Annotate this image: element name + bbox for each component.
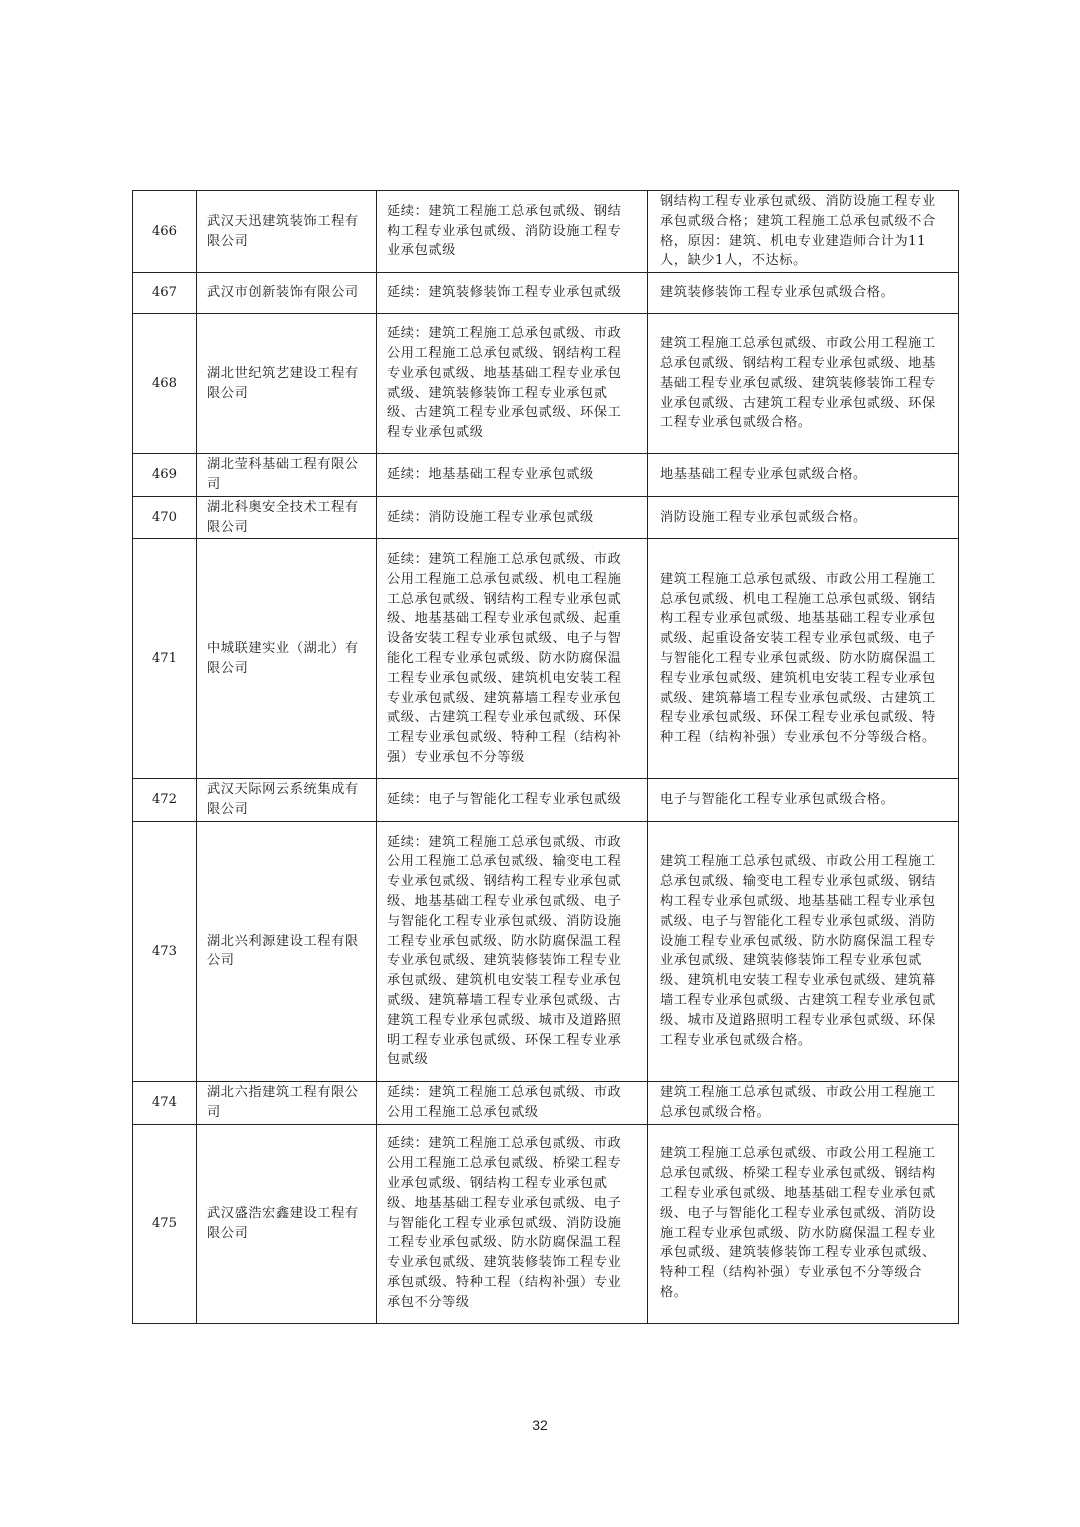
- row-number: 466: [133, 191, 197, 273]
- table-body: [133, 191, 959, 1324]
- row-number: 473: [133, 821, 197, 1081]
- table-row: [133, 454, 959, 497]
- review-result: 消防设施工程专业承包贰级合格。: [648, 496, 959, 539]
- company-name: 武汉天迅建筑装饰工程有限公司: [197, 191, 377, 273]
- row-number: 474: [133, 1081, 197, 1124]
- table-row: [133, 539, 959, 779]
- application-content: 延续：地基基础工程专业承包贰级: [377, 454, 648, 497]
- review-result: 建筑工程施工总承包贰级、市政公用工程施工总承包贰级、桥梁工程专业承包贰级、钢结构工程专业承包贰级、地基基础工程专业承包贰级、电子与智能化工程专业承包贰级、消防设施工程专业承包贰级、防水防腐保温工程专业承包贰级、建筑装修装饰工程专业承包贰级、特种工程（结构补强）专业承包不分等级合格。: [648, 1124, 959, 1323]
- row-number: 470: [133, 496, 197, 539]
- application-content: 延续：消防设施工程专业承包贰级: [377, 496, 648, 539]
- table-row: [133, 496, 959, 539]
- review-result: 建筑工程施工总承包贰级、市政公用工程施工总承包贰级、钢结构工程专业承包贰级、地基基础工程专业承包贰级、建筑装修装饰工程专业承包贰级、古建筑工程专业承包贰级、环保工程专业承包贰级合格。: [648, 314, 959, 454]
- review-result: 钢结构工程专业承包贰级、消防设施工程专业承包贰级合格；建筑工程施工总承包贰级不合格，原因：建筑、机电专业建造师合计为11人，缺少1人，不达标。: [648, 191, 959, 273]
- application-content: 延续：建筑工程施工总承包贰级、市政公用工程施工总承包贰级、机电工程施工总承包贰级、钢结构工程专业承包贰级、地基基础工程专业承包贰级、起重设备安装工程专业承包贰级、电子与智能化工程专业承包贰级、防水防腐保温工程专业承包贰级、建筑机电安装工程专业承包贰级、建筑幕墙工程专业承包贰级、古建筑工程专业承包贰级、环保工程专业承包贰级、特种工程（结构补强）专业承包不分等级: [377, 539, 648, 779]
- row-number: 469: [133, 454, 197, 497]
- review-result: 建筑工程施工总承包贰级、市政公用工程施工总承包贰级、机电工程施工总承包贰级、钢结构工程专业承包贰级、地基基础工程专业承包贰级、起重设备安装工程专业承包贰级、电子与智能化工程专业承包贰级、防水防腐保温工程专业承包贰级、建筑机电安装工程专业承包贰级、建筑幕墙工程专业承包贰级、古建筑工程专业承包贰级、环保工程专业承包贰级、特种工程（结构补强）专业承包不分等级合格。: [648, 539, 959, 779]
- table-row: [133, 779, 959, 822]
- table-row: [133, 821, 959, 1081]
- company-name: 武汉天际网云系统集成有限公司: [197, 779, 377, 822]
- row-number: 471: [133, 539, 197, 779]
- company-name: 湖北兴利源建设工程有限公司: [197, 821, 377, 1081]
- application-content: 延续：建筑工程施工总承包贰级、市政公用工程施工总承包贰级: [377, 1081, 648, 1124]
- review-result: 地基基础工程专业承包贰级合格。: [648, 454, 959, 497]
- application-content: 延续：建筑工程施工总承包贰级、市政公用工程施工总承包贰级、输变电工程专业承包贰级、钢结构工程专业承包贰级、地基基础工程专业承包贰级、电子与智能化工程专业承包贰级、消防设施工程专业承包贰级、防水防腐保温工程专业承包贰级、建筑装修装饰工程专业承包贰级、建筑机电安装工程专业承包贰级、建筑幕墙工程专业承包贰级、古建筑工程专业承包贰级、城市及道路照明工程专业承包贰级、环保工程专业承包贰级: [377, 821, 648, 1081]
- review-result: 建筑工程施工总承包贰级、市政公用工程施工总承包贰级、输变电工程专业承包贰级、钢结构工程专业承包贰级、地基基础工程专业承包贰级、电子与智能化工程专业承包贰级、消防设施工程专业承包贰级、防水防腐保温工程专业承包贰级、建筑装修装饰工程专业承包贰级、建筑机电安装工程专业承包贰级、建筑幕墙工程专业承包贰级、古建筑工程专业承包贰级、城市及道路照明工程专业承包贰级、环保工程专业承包贰级合格。: [648, 821, 959, 1081]
- company-name: 湖北世纪筑艺建设工程有限公司: [197, 314, 377, 454]
- company-name: 武汉盛浩宏鑫建设工程有限公司: [197, 1124, 377, 1323]
- review-result: 电子与智能化工程专业承包贰级合格。: [648, 779, 959, 822]
- table-row: [133, 273, 959, 314]
- company-name: 湖北六指建筑工程有限公司: [197, 1081, 377, 1124]
- review-result: 建筑装修装饰工程专业承包贰级合格。: [648, 273, 959, 314]
- row-number: 472: [133, 779, 197, 822]
- application-content: 延续：建筑工程施工总承包贰级、钢结构工程专业承包贰级、消防设施工程专业承包贰级: [377, 191, 648, 273]
- application-content: 延续：建筑工程施工总承包贰级、市政公用工程施工总承包贰级、桥梁工程专业承包贰级、钢结构工程专业承包贰级、地基基础工程专业承包贰级、电子与智能化工程专业承包贰级、消防设施工程专业承包贰级、防水防腐保温工程专业承包贰级、建筑装修装饰工程专业承包贰级、特种工程（结构补强）专业承包不分等级: [377, 1124, 648, 1323]
- company-name: 武汉市创新装饰有限公司: [197, 273, 377, 314]
- page-number: 32: [532, 1417, 548, 1433]
- row-number: 468: [133, 314, 197, 454]
- company-name: 中城联建实业（湖北）有限公司: [197, 539, 377, 779]
- application-content: 延续：建筑装修装饰工程专业承包贰级: [377, 273, 648, 314]
- company-name: 湖北莹科基础工程有限公司: [197, 454, 377, 497]
- row-number: 475: [133, 1124, 197, 1323]
- table-row: [133, 191, 959, 273]
- company-name: 湖北科奥安全技术工程有限公司: [197, 496, 377, 539]
- table-row: [133, 1081, 959, 1124]
- application-content: 延续：建筑工程施工总承包贰级、市政公用工程施工总承包贰级、钢结构工程专业承包贰级、地基基础工程专业承包贰级、建筑装修装饰工程专业承包贰级、古建筑工程专业承包贰级、环保工程专业承包贰级: [377, 314, 648, 454]
- qualification-review-table: [132, 190, 959, 1324]
- row-number: 467: [133, 273, 197, 314]
- table-row: [133, 1124, 959, 1323]
- application-content: 延续：电子与智能化工程专业承包贰级: [377, 779, 648, 822]
- review-result: 建筑工程施工总承包贰级、市政公用工程施工总承包贰级合格。: [648, 1081, 959, 1124]
- table-row: [133, 314, 959, 454]
